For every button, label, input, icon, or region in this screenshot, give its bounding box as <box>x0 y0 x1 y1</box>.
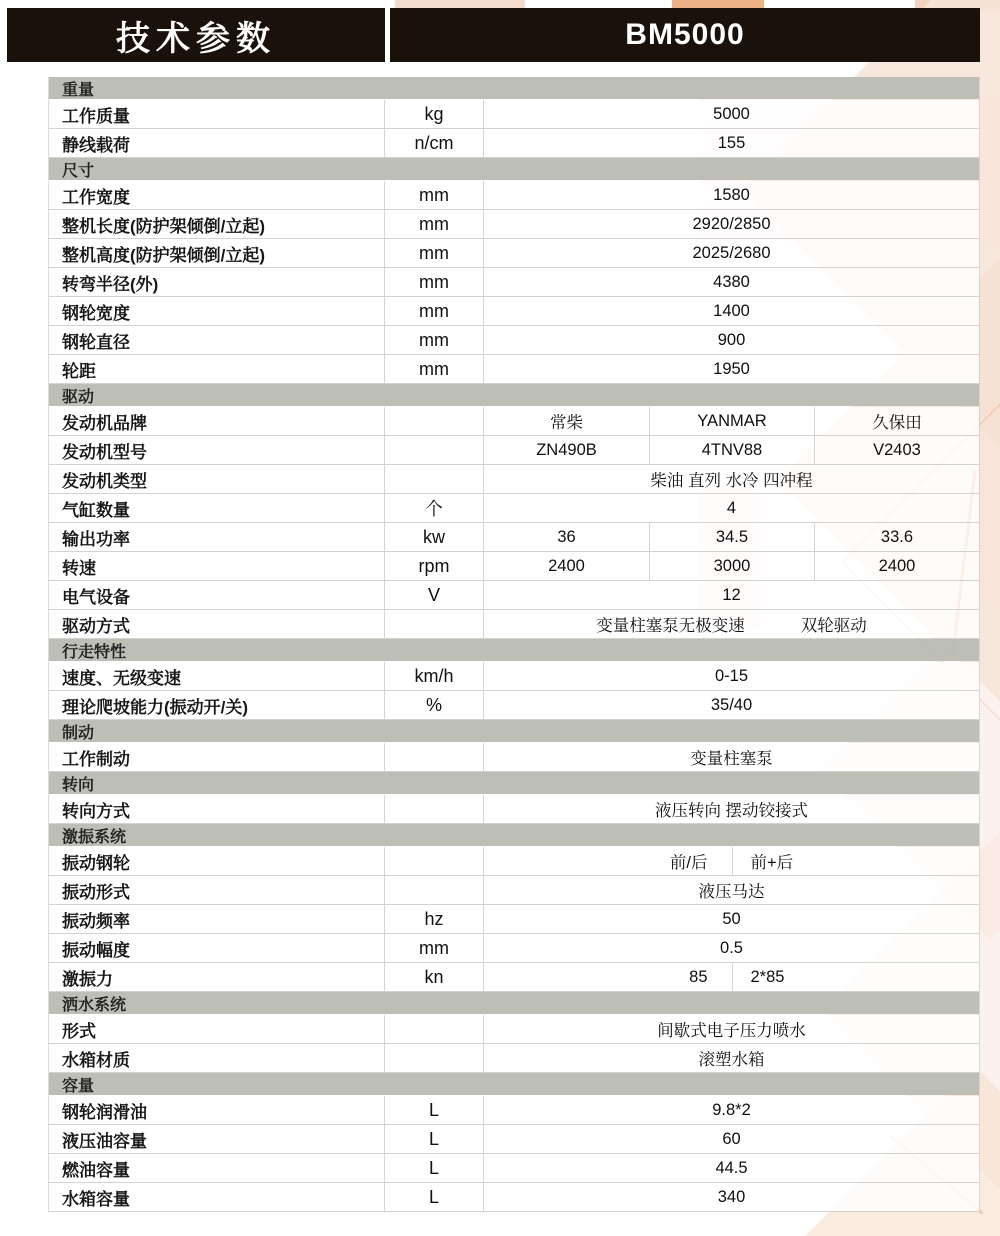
spec-row <box>49 1096 979 1125</box>
row-unit: mm <box>384 210 484 238</box>
value-cell: 50 <box>722 909 741 928</box>
value-cell: 1950 <box>713 359 750 378</box>
row-unit <box>384 465 484 493</box>
value-cell: 44.5 <box>715 1158 748 1177</box>
value-cell: 4 <box>726 498 737 517</box>
row-values <box>484 129 979 157</box>
row-values <box>484 239 979 267</box>
value-cell: 1400 <box>713 301 750 320</box>
value-cell: 2400 <box>548 556 585 575</box>
value-cell: 4TNV88 <box>649 436 814 464</box>
row-label: 发动机品牌 <box>62 413 147 433</box>
row-label: 速度、无级变速 <box>62 668 181 688</box>
row-label: 输出功率 <box>62 529 130 549</box>
row-unit: km/h <box>384 662 484 690</box>
row-values <box>484 934 979 962</box>
row-values <box>484 795 979 823</box>
value-cell: 间歇式电子压力喷水 <box>657 1022 806 1040</box>
spec-row <box>49 610 979 639</box>
spec-row <box>49 1125 979 1154</box>
section-header-row: 激振系统 <box>49 824 979 846</box>
row-values <box>484 100 979 128</box>
row-label: 转速 <box>62 558 96 578</box>
spec-row <box>49 905 979 934</box>
value-text: 双轮驱动 <box>800 617 867 635</box>
row-values <box>484 326 979 354</box>
row-values <box>484 691 979 719</box>
row-label: 静线载荷 <box>62 135 130 155</box>
row-values <box>484 1096 979 1124</box>
row-values <box>484 905 979 933</box>
row-label: 钢轮直径 <box>62 332 130 352</box>
row-unit: hz <box>384 905 484 933</box>
row-label: 发动机类型 <box>62 471 147 491</box>
row-label: 振动形式 <box>62 882 130 902</box>
section-header-row: 重量 <box>49 77 979 99</box>
value-cell: 9.8*2 <box>712 1100 751 1119</box>
row-values <box>484 436 979 464</box>
spec-row <box>49 1044 979 1073</box>
row-unit <box>384 743 484 771</box>
row-values <box>484 494 979 522</box>
row-unit: mm <box>384 934 484 962</box>
row-values <box>484 297 979 325</box>
row-label: 电气设备 <box>62 587 130 607</box>
spec-row <box>49 1183 979 1212</box>
row-label: 形式 <box>62 1021 96 1041</box>
row-unit: mm <box>384 297 484 325</box>
value-cell: 36 <box>557 527 576 546</box>
spec-row <box>49 326 979 355</box>
row-label: 液压油容量 <box>62 1131 147 1151</box>
row-values <box>484 268 979 296</box>
row-values <box>484 876 979 904</box>
row-unit <box>384 407 484 435</box>
section-header-row: 容量 <box>49 1073 979 1095</box>
value-cell: 滚塑水箱 <box>698 1051 765 1069</box>
row-unit: rpm <box>384 552 484 580</box>
row-unit: kn <box>384 963 484 991</box>
spec-row <box>49 239 979 268</box>
row-unit <box>384 1015 484 1043</box>
row-values <box>484 1125 979 1153</box>
row-unit: L <box>384 1125 484 1153</box>
row-label: 气缸数量 <box>62 500 130 520</box>
spec-table <box>48 77 980 1212</box>
row-unit: kw <box>384 523 484 551</box>
section-header-row: 洒水系统 <box>49 992 979 1014</box>
row-unit: L <box>384 1096 484 1124</box>
value-cell: 5000 <box>713 104 750 123</box>
spec-row <box>49 876 979 905</box>
spec-row <box>49 523 979 552</box>
row-label: 整机高度(防护架倾倒/立起) <box>62 245 266 265</box>
row-unit: kg <box>384 100 484 128</box>
row-label: 整机长度(防护架倾倒/立起) <box>62 216 266 236</box>
row-label: 激振力 <box>62 969 113 989</box>
spec-row <box>49 268 979 297</box>
spec-row <box>49 795 979 824</box>
value-cell: 35/40 <box>710 695 753 714</box>
value-cell: 900 <box>717 330 746 349</box>
spec-row <box>49 465 979 494</box>
value-cell: 2920/2850 <box>692 214 771 233</box>
row-unit: n/cm <box>384 129 484 157</box>
spec-row <box>49 436 979 465</box>
row-label: 水箱材质 <box>62 1050 130 1070</box>
value-cell: 2*85 <box>732 963 980 991</box>
spec-row <box>49 552 979 581</box>
value-cell: 0-15 <box>714 666 749 685</box>
value-cell: 12 <box>722 585 741 604</box>
value-text: 变量柱塞泵无极变速 <box>596 617 745 635</box>
value-cell: 液压转向 摆动铰接式 <box>654 802 809 820</box>
value-cell: 常柴 <box>549 414 583 432</box>
value-cell: 前+后 <box>732 847 980 875</box>
section-header-row: 尺寸 <box>49 158 979 180</box>
value-cell: 液压马达 <box>698 883 765 901</box>
row-label: 燃油容量 <box>62 1160 130 1180</box>
row-label: 钢轮宽度 <box>62 303 130 323</box>
spec-row <box>49 691 979 720</box>
row-unit <box>384 876 484 904</box>
row-unit <box>384 795 484 823</box>
value-cell: 340 <box>717 1187 746 1206</box>
row-values <box>484 1044 979 1072</box>
row-label: 钢轮润滑油 <box>62 1102 147 1122</box>
value-cell: 前/后 <box>669 854 708 872</box>
spec-row <box>49 129 979 158</box>
value-cell: 60 <box>722 1129 741 1148</box>
row-unit: V <box>384 581 484 609</box>
spec-row <box>49 743 979 772</box>
value-cell: 85 <box>689 967 708 986</box>
page-title: 技术参数 <box>7 8 385 62</box>
row-label: 工作宽度 <box>62 187 130 207</box>
value-cell: 4380 <box>713 272 750 291</box>
row-values <box>484 1183 979 1211</box>
value-cell: 久保田 <box>814 407 979 435</box>
row-values <box>484 743 979 771</box>
row-label: 发动机型号 <box>62 442 147 462</box>
spec-row <box>49 581 979 610</box>
row-label: 转向方式 <box>62 801 130 821</box>
value-cell: YANMAR <box>649 407 814 435</box>
row-label: 工作制动 <box>62 749 130 769</box>
row-unit: mm <box>384 355 484 383</box>
row-values <box>484 465 979 493</box>
row-unit: % <box>384 691 484 719</box>
row-values <box>484 662 979 690</box>
value-cell: 3000 <box>649 552 814 580</box>
row-unit <box>384 436 484 464</box>
spec-row <box>49 297 979 326</box>
value-cell: 变量柱塞泵 <box>690 750 773 768</box>
row-values <box>484 581 979 609</box>
row-values <box>484 1154 979 1182</box>
spec-row <box>49 963 979 992</box>
row-label: 驱动方式 <box>62 616 130 636</box>
spec-row <box>49 210 979 239</box>
row-values <box>484 847 979 875</box>
value-cell <box>484 610 979 638</box>
row-label: 理论爬坡能力(振动开/关) <box>62 697 249 717</box>
value-parts <box>596 612 867 636</box>
row-unit: L <box>384 1154 484 1182</box>
spec-row <box>49 1015 979 1044</box>
section-header-row: 转向 <box>49 772 979 794</box>
row-values <box>484 523 979 551</box>
row-values <box>484 355 979 383</box>
row-unit: mm <box>384 239 484 267</box>
row-values <box>484 181 979 209</box>
title-bar <box>7 8 980 62</box>
row-unit <box>384 1044 484 1072</box>
row-label: 水箱容量 <box>62 1189 130 1209</box>
value-cell: 34.5 <box>649 523 814 551</box>
row-values <box>484 1015 979 1043</box>
value-cell: ZN490B <box>536 440 597 459</box>
row-label: 工作质量 <box>62 106 130 126</box>
spec-row <box>49 662 979 691</box>
section-header-row: 行走特性 <box>49 639 979 661</box>
value-cell: 1580 <box>713 185 750 204</box>
model-title: BM5000 <box>390 8 980 62</box>
value-cell: 0.5 <box>720 938 743 957</box>
row-label: 转弯半径(外) <box>62 274 159 294</box>
row-unit: L <box>384 1183 484 1211</box>
value-cell: 33.6 <box>814 523 979 551</box>
spec-row <box>49 934 979 963</box>
row-label: 振动频率 <box>62 911 130 931</box>
row-values <box>484 210 979 238</box>
value-cell: 2400 <box>814 552 979 580</box>
section-header-row: 驱动 <box>49 384 979 406</box>
spec-row <box>49 1154 979 1183</box>
row-label: 振动幅度 <box>62 940 130 960</box>
row-unit <box>384 847 484 875</box>
row-values <box>484 407 979 435</box>
spec-row <box>49 494 979 523</box>
spec-row <box>49 407 979 436</box>
value-cell: 2025/2680 <box>692 243 771 262</box>
row-unit: mm <box>384 268 484 296</box>
row-values <box>484 552 979 580</box>
row-unit: 个 <box>384 494 484 522</box>
row-values <box>484 610 979 638</box>
row-unit: mm <box>384 326 484 354</box>
spec-row <box>49 181 979 210</box>
row-values <box>484 963 979 991</box>
spec-row <box>49 847 979 876</box>
value-cell: 柴油 直列 水冷 四冲程 <box>650 472 813 490</box>
value-cell: 155 <box>717 133 746 152</box>
value-cell: V2403 <box>814 436 979 464</box>
spec-row <box>49 355 979 384</box>
row-label: 轮距 <box>62 361 96 381</box>
spec-row <box>49 100 979 129</box>
row-label: 振动钢轮 <box>62 853 130 873</box>
row-unit <box>384 610 484 638</box>
row-unit: mm <box>384 181 484 209</box>
section-header-row: 制动 <box>49 720 979 742</box>
